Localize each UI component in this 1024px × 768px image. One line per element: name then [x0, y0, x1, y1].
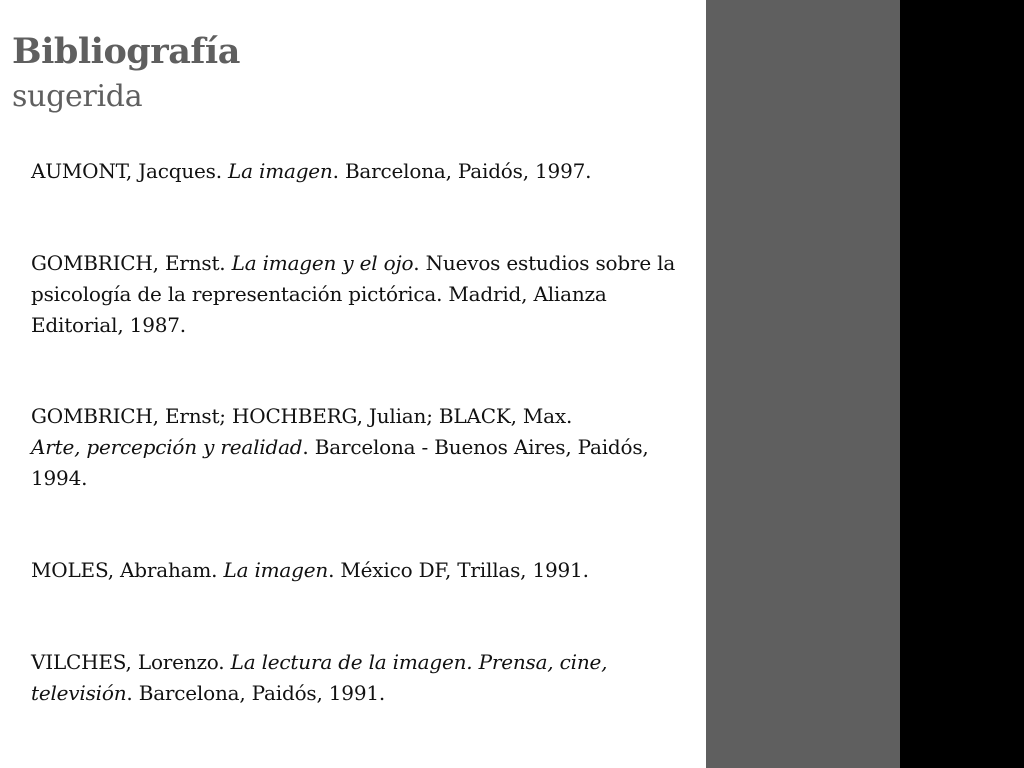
reference-item	[31, 555, 691, 586]
reference-author: VILCHES, Lorenzo.	[31, 650, 225, 674]
reference-details: . Barcelona, Paidós, 1991.	[126, 681, 386, 705]
reference-title: La lectura de la imagen. Prensa, cine, televisión	[31, 650, 608, 705]
reference-item	[31, 156, 691, 187]
reference-author: MOLES, Abraham.	[31, 558, 218, 582]
reference-item	[31, 401, 691, 494]
page-title: Bibliografía	[12, 31, 240, 72]
decorative-black-band	[900, 0, 1024, 768]
decorative-gray-band	[706, 0, 900, 768]
reference-author: GOMBRICH, Ernst.	[31, 251, 226, 275]
reference-title: La imagen y el ojo	[231, 251, 414, 275]
reference-details: . Barcelona, Paidós, 1997.	[332, 159, 592, 183]
reference-title: La imagen	[223, 558, 329, 582]
reference-item	[31, 248, 691, 341]
reference-author: AUMONT, Jacques.	[31, 159, 222, 183]
reference-title: La imagen	[228, 159, 333, 183]
reference-details: . Barcelona - Buenos Aires, Paidós, 1994.	[31, 435, 649, 490]
reference-author: GOMBRICH, Ernst; HOCHBERG, Julian; BLACK, Max.	[31, 404, 573, 428]
reference-details: . Nuevos estudios sobre la psicología de la representación pictórica. Madrid, Alianza Editorial, 1987.	[31, 251, 676, 337]
page-subtitle: sugerida	[12, 79, 143, 114]
reference-title: Arte, percepción y realidad	[31, 435, 303, 459]
reference-item	[31, 647, 691, 709]
reference-details: . México DF, Trillas, 1991.	[328, 558, 589, 582]
